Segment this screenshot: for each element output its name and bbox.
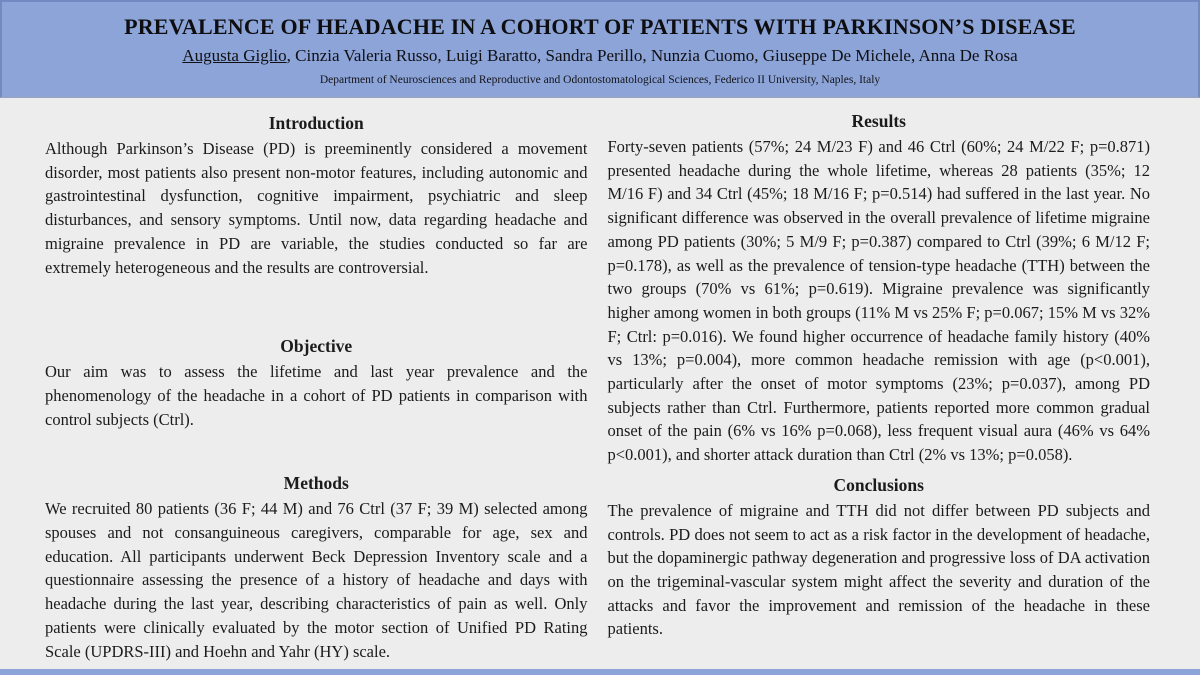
results-body: Forty-seven patients (57%; 24 M/23 F) and 46 Ctrl (60%; 24 M/22 F; p=0.871) presented headache during the whole lifetime, whereas 28 patients (35%; 12 M/16 F) and 34 Ctrl (45%; 18 M/16 F; p=0.514) had suffered in the last year. No significant difference was observed in the overall prevalence of lifetime migraine among PD patients (30%; 5 M/9 F; p=0.387) compared to Ctrl (39%; 6 M/12 F; p=0.178), as well as the prevalence of tension-type headache (TTH) between the two groups (70% vs 61%; p=0.619). Migraine prevalence was significantly higher among women in both groups (11% M vs 25% F; p=0.067; 15% M vs 32% F; Ctrl: p=0.016). We found higher occurrence of headache family history (40% vs 13%; p=0.004), more common headache remission with age (p<0.001), particularly after the onset of motor symptoms (23%; p=0.037), among PD subjects rather than Ctrl. Furthermore, patients reported more common gradual onset of the pain (6% vs 16% p=0.068), less frequent visual aura (46% vs 64% p<0.001), and shorter attack duration than Ctrl (2% vs 13%; p=0.058). <box>607 137 1150 465</box>
objective-heading: Objective <box>280 336 353 357</box>
poster-title: PREVALENCE OF HEADACHE IN A COHORT OF PATIENTS WITH PARKINSON’S DISEASE <box>124 14 1076 39</box>
results-heading: Results <box>851 111 906 131</box>
affiliation-line: Department of Neurosciences and Reproductive and Odontostomatological Sciences, Federico II University, Naples, Italy <box>319 74 881 86</box>
conclusions-body: The prevalence of migraine and TTH did not differ between PD subjects and controls. PD does not seem to act as a risk factor in the development of headache, but the dopaminergic pathway degeneration and progressive loss of DA activation on the trigeminal-vascular system might affect the severity and duration of the attacks and favor the improvement and remission of the headache in these patients. <box>607 500 1150 639</box>
poster-footer-band <box>0 669 1200 675</box>
poster-body <box>0 98 1200 663</box>
authors-line <box>2 46 1198 66</box>
section-introduction <box>45 113 588 279</box>
right-column <box>608 98 1151 663</box>
coauthors: , Cinzia Valeria Russo, Luigi Baratto, Sandra Perillo, Nunzia Cuomo, Giuseppe De Michele, Anna De Rosa <box>286 46 1018 65</box>
section-methods <box>45 473 588 663</box>
methods-body: We recruited 80 patients (36 F; 44 M) and 76 Ctrl (37 F; 39 M) selected among spouses and not consanguineous caregivers, comparable for age, sex and education. All participants underwent Beck Depression Inventory scale and a questionnaire assessing the presence of a history of headache and days with headache during the last year, describing characteristics of pain as well. Only patients were clinically evaluated by the motor section of Unified PD Rating Scale (UPDRS-III) and Hoehn and Yahr (HY) scale. <box>45 499 588 661</box>
objective-body: Our aim was to assess the lifetime and last year prevalence and the phenomenology of the headache in a cohort of PD patients in comparison with control subjects (Ctrl). <box>45 362 588 429</box>
first-author: Augusta Giglio <box>182 46 287 65</box>
conclusions-heading: Conclusions <box>833 474 924 495</box>
methods-heading: Methods <box>283 473 349 494</box>
introduction-body: Although Parkinson’s Disease (PD) is preeminently considered a movement disorder, most patients also present non-motor features, including autonomic and gastrointestinal dysfunction, cognitive impairment, psychiatric and sleep disturbances, and sensory symptoms. Until now, data regarding headache and migraine prevalence in PD are variable, the studies conducted so far are extremely heterogeneous and the results are controversial. <box>45 139 588 277</box>
section-results <box>608 111 1151 467</box>
section-objective <box>45 336 588 431</box>
introduction-heading: Introduction <box>268 113 364 133</box>
poster-header-band <box>0 0 1200 98</box>
left-column <box>45 98 588 663</box>
section-conclusions <box>608 475 1151 641</box>
